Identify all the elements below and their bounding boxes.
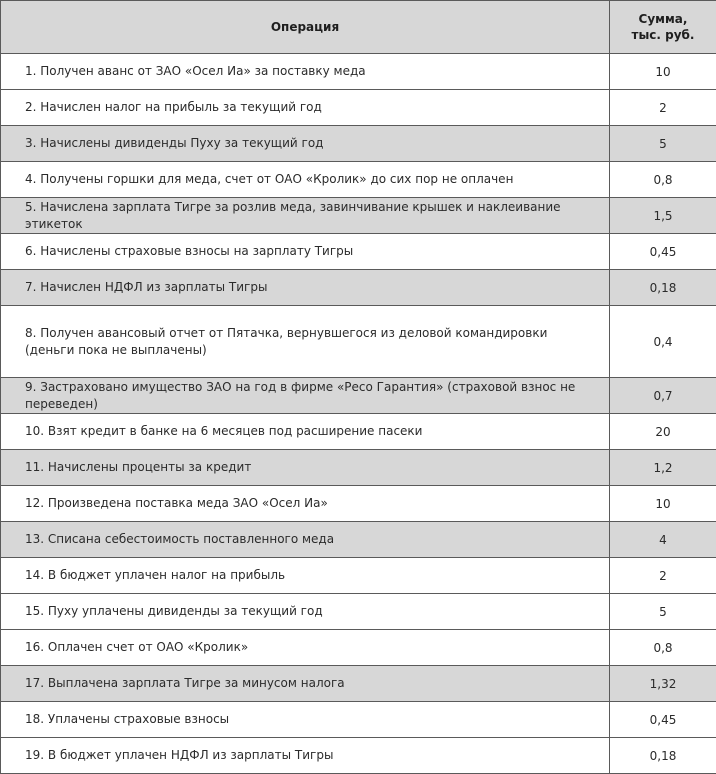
operation-cell: 1. Получен аванс от ЗАО «Осел Иа» за поставку меда xyxy=(1,54,610,90)
table-row xyxy=(1,558,716,594)
amount-cell: 1,2 xyxy=(610,450,716,486)
operation-cell: 3. Начислены дивиденды Пуху за текущий год xyxy=(1,126,610,162)
table-row xyxy=(1,630,716,666)
amount-cell: 0,45 xyxy=(610,234,716,270)
table-row xyxy=(1,54,716,90)
amount-cell: 5 xyxy=(610,126,716,162)
table-row xyxy=(1,702,716,738)
table-row xyxy=(1,594,716,630)
amount-cell: 0,8 xyxy=(610,630,716,666)
table-row xyxy=(1,414,716,450)
operation-cell: 2. Начислен налог на прибыль за текущий год xyxy=(1,90,610,126)
table-row xyxy=(1,198,716,234)
amount-cell: 0,4 xyxy=(610,306,716,378)
amount-cell: 2 xyxy=(610,90,716,126)
operation-cell: 18. Уплачены страховые взносы xyxy=(1,702,610,738)
amount-cell: 4 xyxy=(610,522,716,558)
amount-cell: 1,32 xyxy=(610,666,716,702)
table-row xyxy=(1,522,716,558)
table-row xyxy=(1,234,716,270)
table-row xyxy=(1,666,716,702)
operation-cell: 19. В бюджет уплачен НДФЛ из зарплаты Тигры xyxy=(1,738,610,774)
amount-cell: 10 xyxy=(610,486,716,522)
amount-cell: 0,45 xyxy=(610,702,716,738)
table-header-row xyxy=(1,1,716,54)
table-row xyxy=(1,162,716,198)
operation-cell: 12. Произведена поставка меда ЗАО «Осел Иа» xyxy=(1,486,610,522)
amount-cell: 1,5 xyxy=(610,198,716,234)
table-row xyxy=(1,738,716,774)
table-row xyxy=(1,90,716,126)
amount-cell: 0,7 xyxy=(610,378,716,414)
operation-cell: 6. Начислены страховые взносы на зарплату Тигры xyxy=(1,234,610,270)
operation-cell: 17. Выплачена зарплата Тигре за минусом налога xyxy=(1,666,610,702)
table-row xyxy=(1,306,716,378)
operation-cell: 13. Списана себестоимость поставленного меда xyxy=(1,522,610,558)
operation-cell: 7. Начислен НДФЛ из зарплаты Тигры xyxy=(1,270,610,306)
header-operation: Операция xyxy=(1,1,610,54)
header-amount: Сумма, тыс. руб. xyxy=(610,1,716,54)
operation-cell: 4. Получены горшки для меда, счет от ОАО «Кролик» до сих пор не оплачен xyxy=(1,162,610,198)
operation-cell: 5. Начислена зарплата Тигре за розлив меда, завинчивание крышек и наклеивание этикеток xyxy=(1,198,610,234)
amount-cell: 0,18 xyxy=(610,738,716,774)
operation-cell: 14. В бюджет уплачен налог на прибыль xyxy=(1,558,610,594)
operation-cell: 10. Взят кредит в банке на 6 месяцев под расширение пасеки xyxy=(1,414,610,450)
operation-cell: 11. Начислены проценты за кредит xyxy=(1,450,610,486)
operation-cell: 9. Застраховано имущество ЗАО на год в фирме «Ресо Гарантия» (страховой взнос не переведен) xyxy=(1,378,610,414)
table-row xyxy=(1,270,716,306)
operation-cell: 8. Получен авансовый отчет от Пятачка, вернувшегося из деловой командировки (деньги пока не выплачены) xyxy=(1,306,610,378)
amount-cell: 0,8 xyxy=(610,162,716,198)
amount-cell: 10 xyxy=(610,54,716,90)
table-row xyxy=(1,486,716,522)
table-row xyxy=(1,378,716,414)
operation-cell: 16. Оплачен счет от ОАО «Кролик» xyxy=(1,630,610,666)
table-row xyxy=(1,126,716,162)
amount-cell: 2 xyxy=(610,558,716,594)
amount-cell: 0,18 xyxy=(610,270,716,306)
amount-cell: 20 xyxy=(610,414,716,450)
amount-cell: 5 xyxy=(610,594,716,630)
operation-cell: 15. Пуху уплачены дивиденды за текущий год xyxy=(1,594,610,630)
table-row xyxy=(1,450,716,486)
